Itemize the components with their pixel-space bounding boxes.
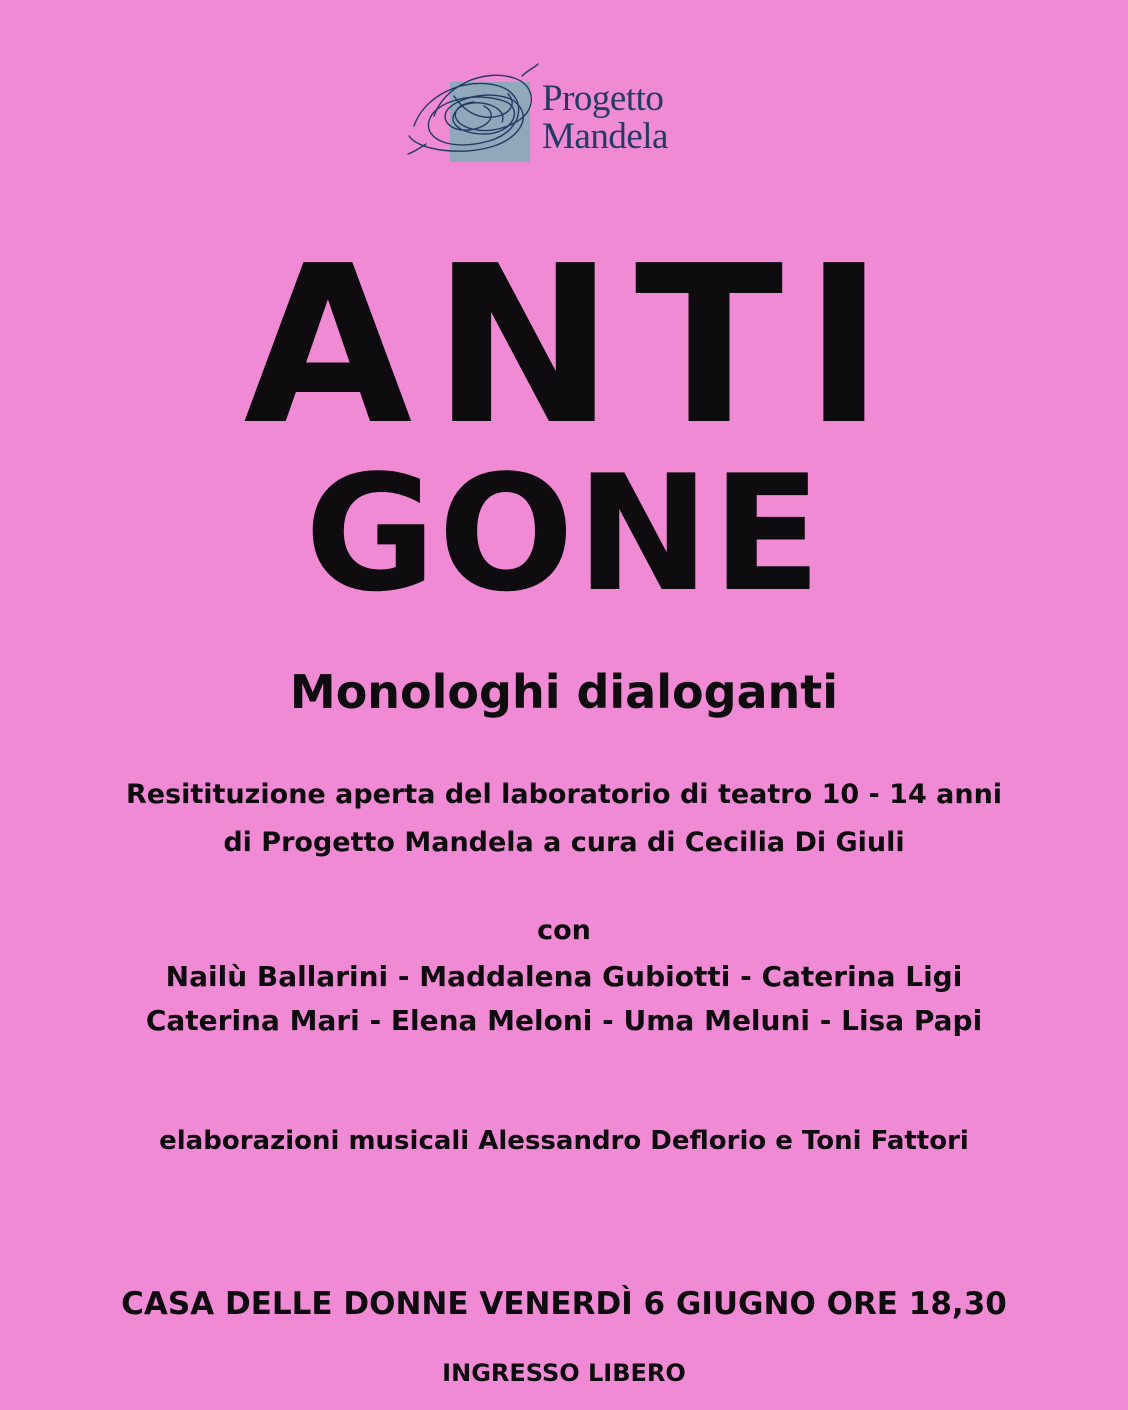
title-line-1: ANTI (243, 220, 905, 473)
progetto-mandela-logo (404, 56, 734, 168)
logo-line-1: Progetto (542, 78, 664, 119)
description-line-2: di Progetto Mandela a cura di Cecilia Di Giuli (223, 827, 905, 858)
logo-line-2: Mandela (542, 116, 668, 157)
event-venue-date: CASA DELLE DONNE VENERDÌ 6 GIUGNO ORE 18,30 (121, 1286, 1007, 1322)
cast-line-2: Caterina Mari - Elena Meloni - Uma Meluni - Lisa Papi (145, 1004, 983, 1037)
cast-line-1: Nailù Ballarini - Maddalena Gubiotti - Caterina Ligi (165, 960, 963, 993)
cast-label: con (537, 915, 591, 946)
subtitle: Monologhi dialoganti (289, 665, 839, 719)
entry-info: INGRESSO LIBERO (442, 1359, 686, 1387)
scribble-icon (404, 56, 544, 166)
music-credits: elaborazioni musicali Alessandro Deflorio e Toni Fattori (159, 1126, 969, 1156)
description-line-1: Resitituzione aperta del laboratorio di teatro 10 - 14 anni (125, 779, 1003, 810)
title-line-2: GONE (304, 440, 824, 627)
logo-wordmark (542, 80, 668, 156)
